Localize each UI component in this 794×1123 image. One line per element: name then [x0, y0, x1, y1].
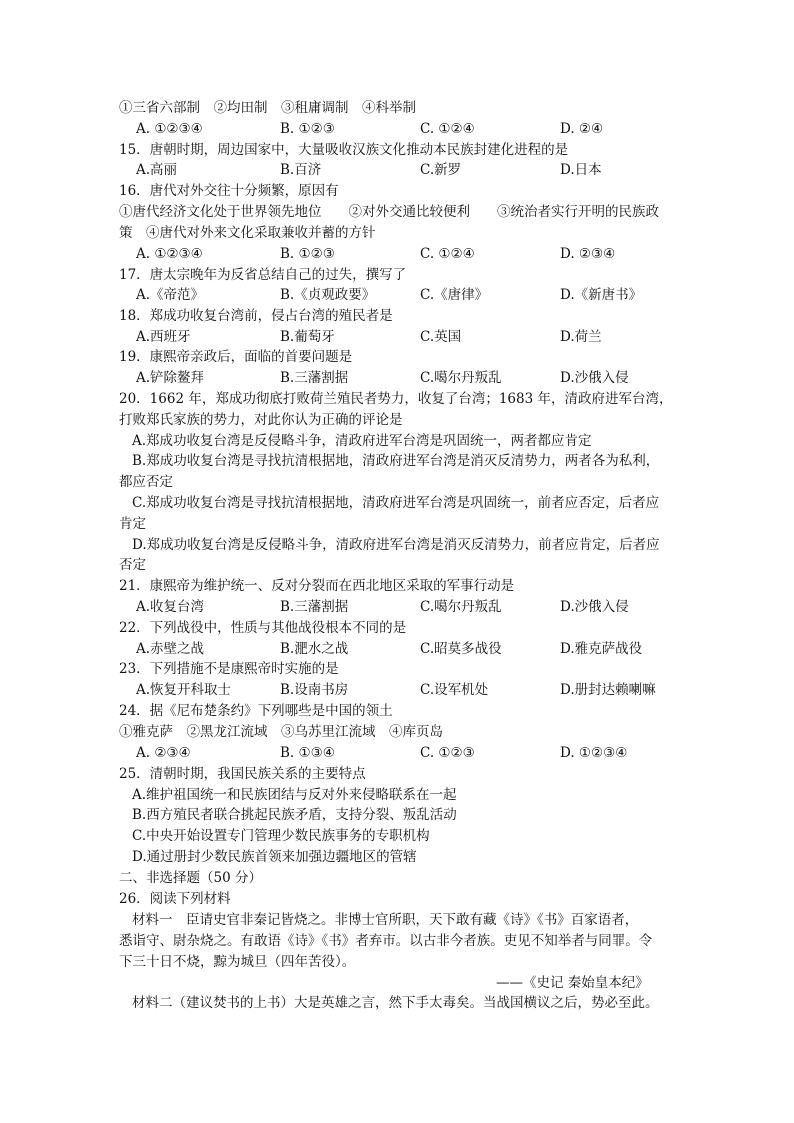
option-a: A. ②③④ [136, 745, 191, 761]
material-one-source: ——《史记 秦始皇本纪》 [496, 975, 649, 991]
option-b: B.百济 [280, 162, 322, 178]
option-b: B. ①③④ [280, 745, 335, 761]
q17-stem: 17．唐太宗晚年为反省总结自己的过失，撰写了 [119, 267, 407, 283]
q25-stem: 25．清朝时期，我国民族关系的主要特点 [119, 766, 366, 782]
q20-option-b: B.郑成功收复台湾是寻找抗清根据地，清政府进军台湾是消灭反清势力，两者各为私利， [132, 453, 660, 469]
option-b: B.淝水之战 [280, 641, 349, 657]
q16-stem: 16．唐代对外交往十分频繁，原因有 [119, 183, 339, 199]
option-a: A.收复台湾 [136, 599, 205, 615]
q25-option-a: A.维护祖国统一和民族团结与反对外来侵略联系在一起 [132, 787, 457, 803]
option-a: A. ①②③④ [136, 121, 203, 137]
option-b: B.设南书房 [280, 682, 349, 698]
option-a: A.《帝范》 [136, 287, 205, 303]
q14-items: ①三省六部制 ②均田制 ③租庸调制 ④科举制 [119, 100, 416, 116]
q20-option-c: C.郑成功收复台湾是寻找抗清根据地，清政府进军台湾是巩固统一，前者应否定，后者应 [132, 495, 660, 511]
option-c: C. ①②③ [420, 745, 475, 761]
option-b: B.葡萄牙 [280, 329, 335, 345]
q20-option-b-cont: 都应否定 [119, 474, 173, 490]
option-a: A. ①②③④ [136, 246, 203, 262]
q20-stem-line2: 打败郑氏家族的势力，对此你认为正确的评论是 [119, 412, 403, 428]
q20-stem-line1: 20．1662 年，郑成功彻底打败荷兰殖民者势力，收复了台湾；1683 年，清政府进军台湾， [119, 391, 673, 407]
q19-stem: 19．康熙帝亲政后，面临的首要问题是 [119, 349, 353, 365]
option-a: A.高丽 [136, 162, 178, 178]
option-d: D.荷兰 [560, 329, 602, 345]
q25-option-c: C.中央开始设置专门管理少数民族事务的专职机构 [132, 828, 430, 844]
option-d: D. ②③④ [560, 246, 616, 262]
option-c: C.《唐律》 [420, 287, 489, 303]
q23-stem: 23．下列措施不是康熙帝时实施的是 [119, 661, 339, 677]
q26-stem: 26．阅读下列材料 [119, 891, 231, 907]
section-heading: 二、非选择题（50 分） [119, 870, 262, 886]
option-b: B.三藩割据 [280, 599, 349, 615]
material-one-line2: 悉诣守、尉杂烧之。有敢语《诗》《书》者弃市。以古非今者族。吏见不知举者与同罪。令 [119, 933, 653, 949]
q25-option-b: B.西方殖民者联合挑起民族矛盾，支持分裂、叛乱活动 [132, 807, 457, 823]
option-d: D.沙俄入侵 [560, 370, 629, 386]
option-c: C.噶尔丹叛乱 [420, 370, 502, 386]
material-two-line1: 材料二（建议焚书的上书）大是英雄之言，然下手太毒矣。当战国横议之后，势必至此。 [132, 995, 659, 1011]
option-c: C.设军机处 [420, 682, 489, 698]
option-d: D. ①②③④ [560, 745, 628, 761]
option-b: B. ①②③ [280, 246, 335, 262]
option-b: B.《贞观政要》 [280, 287, 376, 303]
option-a: A.西班牙 [136, 329, 191, 345]
option-d: D.册封达赖喇嘛 [560, 682, 656, 698]
option-a: A.恢复开科取士 [136, 682, 232, 698]
q22-stem: 22．下列战役中，性质与其他战役根本不同的是 [119, 620, 407, 636]
option-c: C. ①②④ [420, 121, 475, 137]
option-d: D.雅克萨战役 [560, 641, 643, 657]
q20-option-c-cont: 肯定 [119, 516, 146, 532]
q18-stem: 18．郑成功收复台湾前，侵占台湾的殖民者是 [119, 308, 393, 324]
option-d: D.日本 [560, 162, 602, 178]
option-d: D. ②④ [560, 121, 604, 137]
material-one-line3: 下三十日不烧，黥为城旦（四年苦役）。 [119, 954, 356, 970]
option-a: A.赤壁之战 [136, 641, 205, 657]
q20-option-d-cont: 否定 [119, 557, 146, 573]
option-a: A.铲除鳌拜 [136, 370, 205, 386]
option-b: B.三藩割据 [280, 370, 349, 386]
option-d: D.《新唐书》 [560, 287, 643, 303]
q20-option-a: A.郑成功收复台湾是反侵略斗争，清政府进军台湾是巩固统一，两者都应肯定 [132, 433, 592, 449]
material-one-line1: 材料一 臣请史官非秦记皆烧之。非博士官所职，天下敢有藏《诗》《书》百家语者， [132, 912, 639, 928]
option-c: C.新罗 [420, 162, 462, 178]
q20-option-d: D.郑成功收复台湾是反侵略斗争，清政府进军台湾是消灭反清势力，前者应肯定，后者应 [132, 537, 660, 553]
option-b: B. ①②③ [280, 121, 335, 137]
q21-stem: 21．康熙帝为维护统一、反对分裂而在西北地区采取的军事行动是 [119, 578, 515, 594]
option-c: C.噶尔丹叛乱 [420, 599, 502, 615]
option-d: D.沙俄入侵 [560, 599, 629, 615]
q15-stem: 15．唐朝时期，周边国家中，大量吸收汉族文化推动本民族封建化进程的是 [119, 142, 569, 158]
q25-option-d: D.通过册封少数民族首领来加强边疆地区的管辖 [132, 849, 417, 865]
q24-items: ①雅克萨 ②黑龙江流域 ③乌苏里江流域 ④库页岛 [119, 724, 443, 740]
q24-stem: 24．据《尼布楚条约》下列哪些是中国的领土 [119, 703, 393, 719]
q16-items-line2: 策 ④唐代对外来文化采取兼收并蓄的方针 [119, 225, 376, 241]
option-c: C.英国 [420, 329, 462, 345]
q16-items-line1: ①唐代经济文化处于世界领先地位 ②对外交通比较便利 ③统治者实行开明的民族政 [119, 204, 659, 220]
option-c: C. ①②④ [420, 246, 475, 262]
option-c: C.昭莫多战役 [420, 641, 502, 657]
